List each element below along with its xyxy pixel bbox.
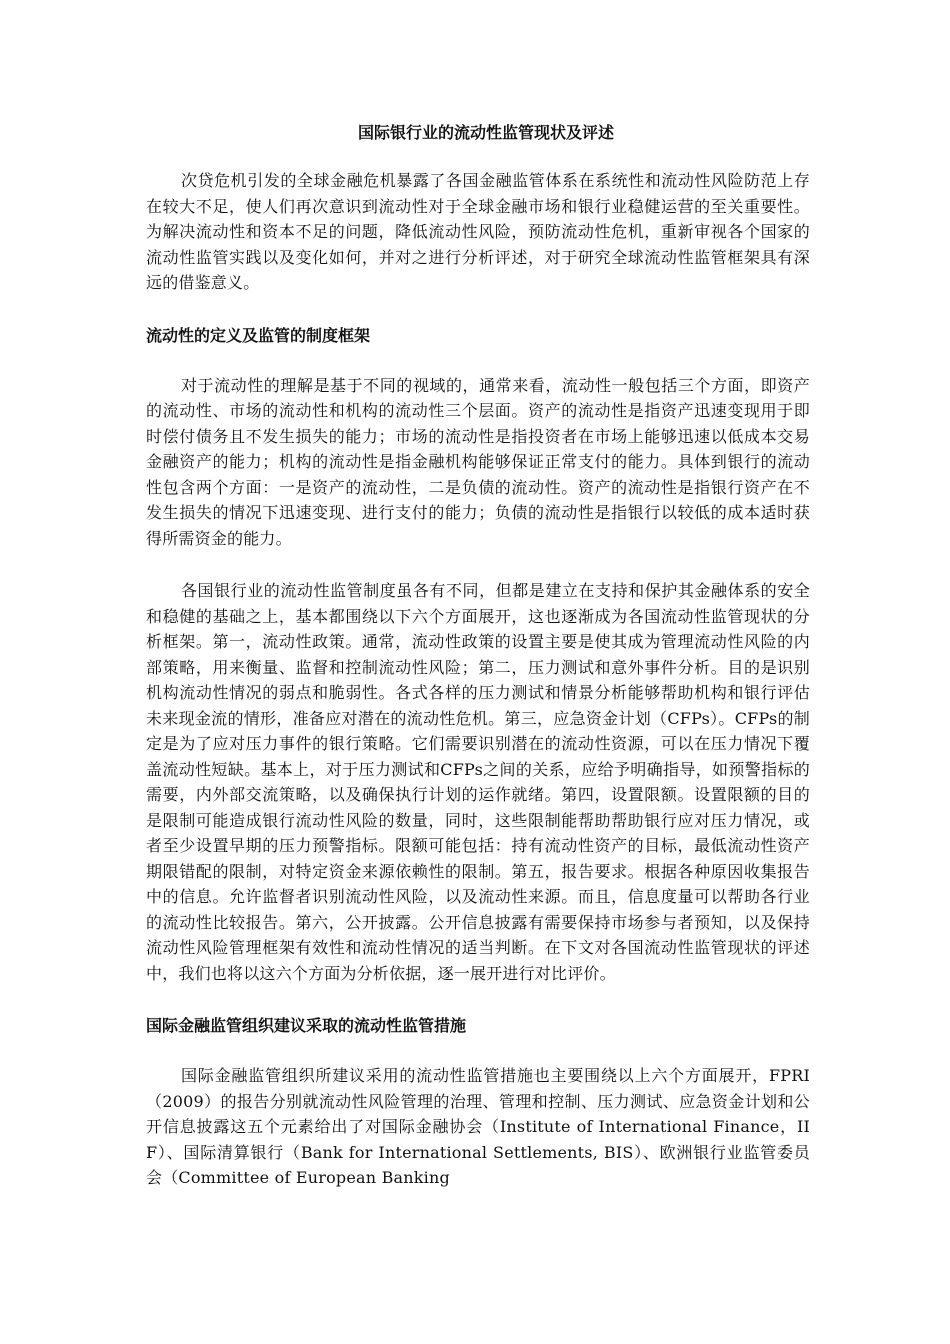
document-title: 国际银行业的流动性监管现状及评述 bbox=[357, 123, 614, 142]
section-heading-international-measures: 国际金融监管组织建议采取的流动性监管措施 bbox=[146, 1016, 467, 1035]
paragraph-international-measures: 国际金融监管组织所建议采用的流动性监管措施也主要围绕以上六个方面展开，FPRI（2009）的报告分别就流动性风险管理的治理、管理和控制、压力测试、应急资金计划和公开信息披露这五个元素给出了对国际金融协会（Institute of International Finance，IIF）、国际清算银行（Bank for International Settlements, BIS）、欧洲银行业监管委员会（Committee of European Banking bbox=[146, 1066, 810, 1187]
document-page bbox=[146, 120, 810, 1191]
section-heading-liquidity-definition: 流动性的定义及监管的制度框架 bbox=[146, 325, 371, 345]
intro-paragraph: 次贷危机引发的全球金融危机暴露了各国金融监管体系在系统性和流动性风险防范上存在较大不足，使人们再次意识到流动性对于全球金融市场和银行业稳健运营的至关重要性。为解决流动性和资本不足的问题，降低流动性风险，预防流动性危机，重新审视各个国家的流动性监管实践以及变化如何，并对之进行分析评述，对于研究全球流动性监管框架具有深远的借鉴意义。 bbox=[146, 171, 810, 292]
paragraph-liquidity-definition: 对于流动性的理解是基于不同的视域的，通常来看，流动性一般包括三个方面，即资产的流动性、市场的流动性和机构的流动性三个层面。资产的流动性是指资产迅速变现用于即时偿付债务且不发生损失的能力；市场的流动性是指投资者在市场上能够迅速以低成本交易金融资产的能力；机构的流动性是指金融机构能够保证正常支付的能力。具体到银行的流动性包含两个方面：一是资产的流动性，二是负债的流动性。资产的流动性是指银行资产在不发生损失的情况下迅速变现、进行支付的能力；负债的流动性是指银行以较低的成本适时获得所需资金的能力。 bbox=[146, 375, 810, 548]
paragraph-regulatory-framework: 各国银行业的流动性监管制度虽各有不同，但都是建立在支持和保护其金融体系的安全和稳健的基础之上，基本都围绕以下六个方面展开，这也逐渐成为各国流动性监管现状的分析框架。第一，流动性政策。通常，流动性政策的设置主要是使其成为管理流动性风险的内部策略，用来衡量、监督和控制流动性风险；第二，压力测试和意外事件分析。目的是识别机构流动性情况的弱点和脆弱性。各式各样的压力测试和情景分析能够帮助机构和银行评估未来现金流的情形，准备应对潜在的流动性危机。第三，应急资金计划（CFPs）。CFPs的制定是为了应对压力事件的银行策略。它们需要识别潜在的流动性资源，可以在压力情况下覆盖流动性短缺。基本上，对于压力测试和CFPs之间的关系，应给予明确指导，如预警指标的需要，内外部交流策略，以及确保执行计划的运作就绪。第四，设置限额。设置限额的目的是限制可能造成银行流动性风险的数量，同时，这些限制能帮助帮助银行应对压力情况，或者至少设置早期的压力预警指标。限额可能包括：持有流动性资产的目标，最低流动性资产期限错配的限制，对特定资金来源依赖性的限制。第五，报告要求。根据各种原因收集报告中的信息。允许监督者识别流动性风险，以及流动性来源。而且，信息度量可以帮助各行业的流动性比较报告。第六，公开披露。公开信息披露有需要保持市场参与者预知，以及保持流动性风险管理框架有效性和流动性情况的适当判断。在下文对各国流动性监管现状的评述中，我们也将以这六个方面为分析依据，逐一展开进行对比评价。 bbox=[146, 581, 810, 983]
